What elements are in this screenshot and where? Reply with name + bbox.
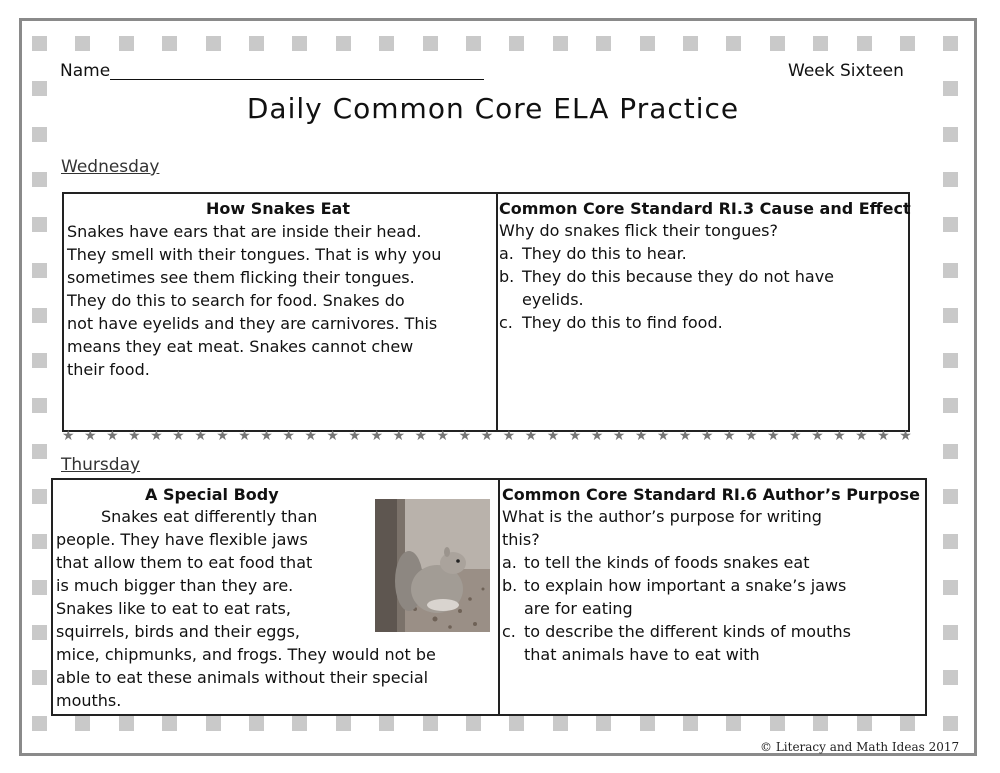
week-label: Week Sixteen <box>788 61 904 81</box>
star-icon: ★ <box>899 428 912 444</box>
border-square <box>943 489 958 504</box>
star-icon: ★ <box>414 428 428 444</box>
star-icon: ★ <box>370 428 383 444</box>
border-square <box>813 716 828 731</box>
standard-heading: Common Core Standard RI.3 Cause and Effect <box>499 199 911 218</box>
option-letter: b. <box>502 576 518 595</box>
border-square <box>726 36 741 51</box>
star-icon: ★ <box>458 428 472 444</box>
border-square <box>943 398 958 413</box>
passage-line: people. They have flexible jaws <box>56 530 308 549</box>
star-icon: ★ <box>436 428 450 444</box>
border-square <box>900 36 915 51</box>
name-field-line[interactable] <box>110 79 484 80</box>
border-square <box>292 716 307 731</box>
border-square <box>943 127 958 142</box>
border-square <box>75 716 90 731</box>
border-square <box>32 81 47 96</box>
passage-line: Snakes like to eat to eat rats, <box>56 599 291 618</box>
star-icon: ★ <box>700 428 714 444</box>
border-square <box>943 580 958 595</box>
border-square <box>75 36 90 51</box>
border-square <box>553 716 568 731</box>
border-square <box>943 217 958 232</box>
star-icon: ★ <box>612 428 626 444</box>
border-square <box>379 36 394 51</box>
star-icon: ★ <box>348 428 361 444</box>
border-square <box>423 36 438 51</box>
border-square <box>900 716 915 731</box>
border-square <box>32 127 47 142</box>
passage-line: They do this to search for food. Snakes do <box>67 291 405 310</box>
border-square <box>119 716 134 731</box>
border-square <box>857 716 872 731</box>
border-square <box>32 217 47 232</box>
border-square <box>596 716 611 731</box>
border-square <box>206 716 221 731</box>
star-icon: ★ <box>877 428 890 444</box>
border-square <box>32 308 47 323</box>
option-text: They do this because they do not have <box>522 267 835 286</box>
passage-line: their food. <box>67 360 150 379</box>
passage-line: Snakes eat differently than <box>101 507 318 526</box>
border-square <box>509 716 524 731</box>
column-divider <box>496 194 498 430</box>
option-text: eyelids. <box>522 290 584 309</box>
border-square <box>32 580 47 595</box>
option-text: They do this to find food. <box>522 313 723 332</box>
border-square <box>943 263 958 278</box>
star-icon: ★ <box>304 428 317 444</box>
border-square <box>32 444 47 459</box>
star-icon: ★ <box>546 428 560 444</box>
border-square <box>32 398 47 413</box>
border-square <box>32 263 47 278</box>
border-square <box>32 172 47 187</box>
copyright-notice: © Literacy and Math Ideas 2017 <box>760 740 960 754</box>
border-square <box>943 172 958 187</box>
passage-line: sometimes see them flicking their tongues. <box>67 268 415 287</box>
border-square <box>336 716 351 731</box>
border-square <box>32 670 47 685</box>
star-icon: ★ <box>480 428 494 444</box>
option-text: to describe the different kinds of mouths <box>524 622 851 641</box>
border-square <box>770 36 785 51</box>
border-square <box>596 36 611 51</box>
star-icon: ★ <box>502 428 516 444</box>
star-icon: ★ <box>524 428 538 444</box>
border-square <box>553 36 568 51</box>
star-icon: ★ <box>789 428 802 444</box>
border-square <box>249 36 264 51</box>
border-square <box>509 36 524 51</box>
star-icon: ★ <box>106 428 119 444</box>
name-label: Name <box>60 61 111 81</box>
option-text: to explain how important a snake’s jaws <box>524 576 847 595</box>
star-icon: ★ <box>744 428 758 444</box>
column-divider <box>498 480 500 714</box>
option-letter: c. <box>502 622 516 641</box>
star-icon: ★ <box>855 428 868 444</box>
border-square <box>813 36 828 51</box>
border-square <box>32 353 47 368</box>
option-letter: a. <box>499 244 514 263</box>
star-icon: ★ <box>238 428 251 444</box>
border-square <box>943 716 958 731</box>
option-letter: b. <box>499 267 515 286</box>
border-square <box>32 534 47 549</box>
option-text: to tell the kinds of foods snakes eat <box>524 553 810 572</box>
passage-line: mouths. <box>56 691 122 710</box>
star-icon: ★ <box>833 428 846 444</box>
border-square <box>162 716 177 731</box>
border-square <box>726 716 741 731</box>
star-icon: ★ <box>326 428 339 444</box>
option-text: are for eating <box>524 599 633 618</box>
border-square <box>943 444 958 459</box>
option-text: that animals have to eat with <box>524 645 760 664</box>
passage-line: that allow them to eat food that <box>56 553 313 572</box>
passage-line: They smell with their tongues. That is why you <box>67 245 442 264</box>
border-square <box>770 716 785 731</box>
border-square <box>943 534 958 549</box>
star-icon: ★ <box>216 428 229 444</box>
border-square <box>640 716 655 731</box>
border-square <box>466 36 481 51</box>
border-square <box>249 716 264 731</box>
border-square <box>683 716 698 731</box>
star-icon: ★ <box>392 428 406 444</box>
prompt-line: What is the author’s purpose for writing <box>502 507 822 526</box>
option-letter: c. <box>499 313 513 332</box>
passage-line: Snakes have ears that are inside their head. <box>67 222 422 241</box>
passage-line: mice, chipmunks, and frogs. They would not be <box>56 645 436 664</box>
border-square <box>32 625 47 640</box>
border-square <box>857 36 872 51</box>
border-square <box>423 716 438 731</box>
star-icon: ★ <box>656 428 670 444</box>
option-text: They do this to hear. <box>522 244 687 263</box>
passage-line: able to eat these animals without their special <box>56 668 429 687</box>
star-icon: ★ <box>282 428 295 444</box>
passage-line: not have eyelids and they are carnivores. This <box>67 314 438 333</box>
passage-title: How Snakes Eat <box>206 199 350 218</box>
question-prompt: Why do snakes flick their tongues? <box>499 221 778 240</box>
passage-title: A Special Body <box>145 485 279 504</box>
squirrel-photo <box>375 499 490 632</box>
star-icon: ★ <box>62 428 75 444</box>
border-square <box>466 716 481 731</box>
border-square <box>336 36 351 51</box>
border-square <box>32 36 47 51</box>
border-square <box>943 81 958 96</box>
star-icon: ★ <box>172 428 185 444</box>
passage-line: is much bigger than they are. <box>56 576 294 595</box>
star-icon: ★ <box>678 428 692 444</box>
border-square <box>206 36 221 51</box>
border-square <box>32 489 47 504</box>
passage-line: means they eat meat. Snakes cannot chew <box>67 337 414 356</box>
star-icon: ★ <box>128 428 141 444</box>
option-letter: a. <box>502 553 517 572</box>
star-icon: ★ <box>722 428 736 444</box>
star-icon: ★ <box>568 428 582 444</box>
wednesday-label: Wednesday <box>61 157 160 177</box>
border-square <box>683 36 698 51</box>
star-icon: ★ <box>767 428 780 444</box>
border-square <box>943 36 958 51</box>
star-icon: ★ <box>194 428 207 444</box>
thursday-label: Thursday <box>61 455 141 475</box>
border-square <box>292 36 307 51</box>
star-icon: ★ <box>260 428 273 444</box>
passage-line: squirrels, birds and their eggs, <box>56 622 301 641</box>
star-icon: ★ <box>590 428 604 444</box>
standard-heading: Common Core Standard RI.6 Author’s Purpose <box>502 485 921 504</box>
star-icon: ★ <box>811 428 824 444</box>
border-square <box>943 353 958 368</box>
border-square <box>943 625 958 640</box>
border-square <box>32 716 47 731</box>
border-square <box>379 716 394 731</box>
star-icon: ★ <box>84 428 97 444</box>
star-icon: ★ <box>150 428 163 444</box>
star-icon: ★ <box>634 428 648 444</box>
border-square <box>943 308 958 323</box>
border-square <box>943 670 958 685</box>
page-title: Daily Common Core ELA Practice <box>246 92 740 125</box>
border-square <box>162 36 177 51</box>
border-square <box>640 36 655 51</box>
star-separator <box>62 428 912 444</box>
border-square <box>119 36 134 51</box>
prompt-line: this? <box>502 530 540 549</box>
